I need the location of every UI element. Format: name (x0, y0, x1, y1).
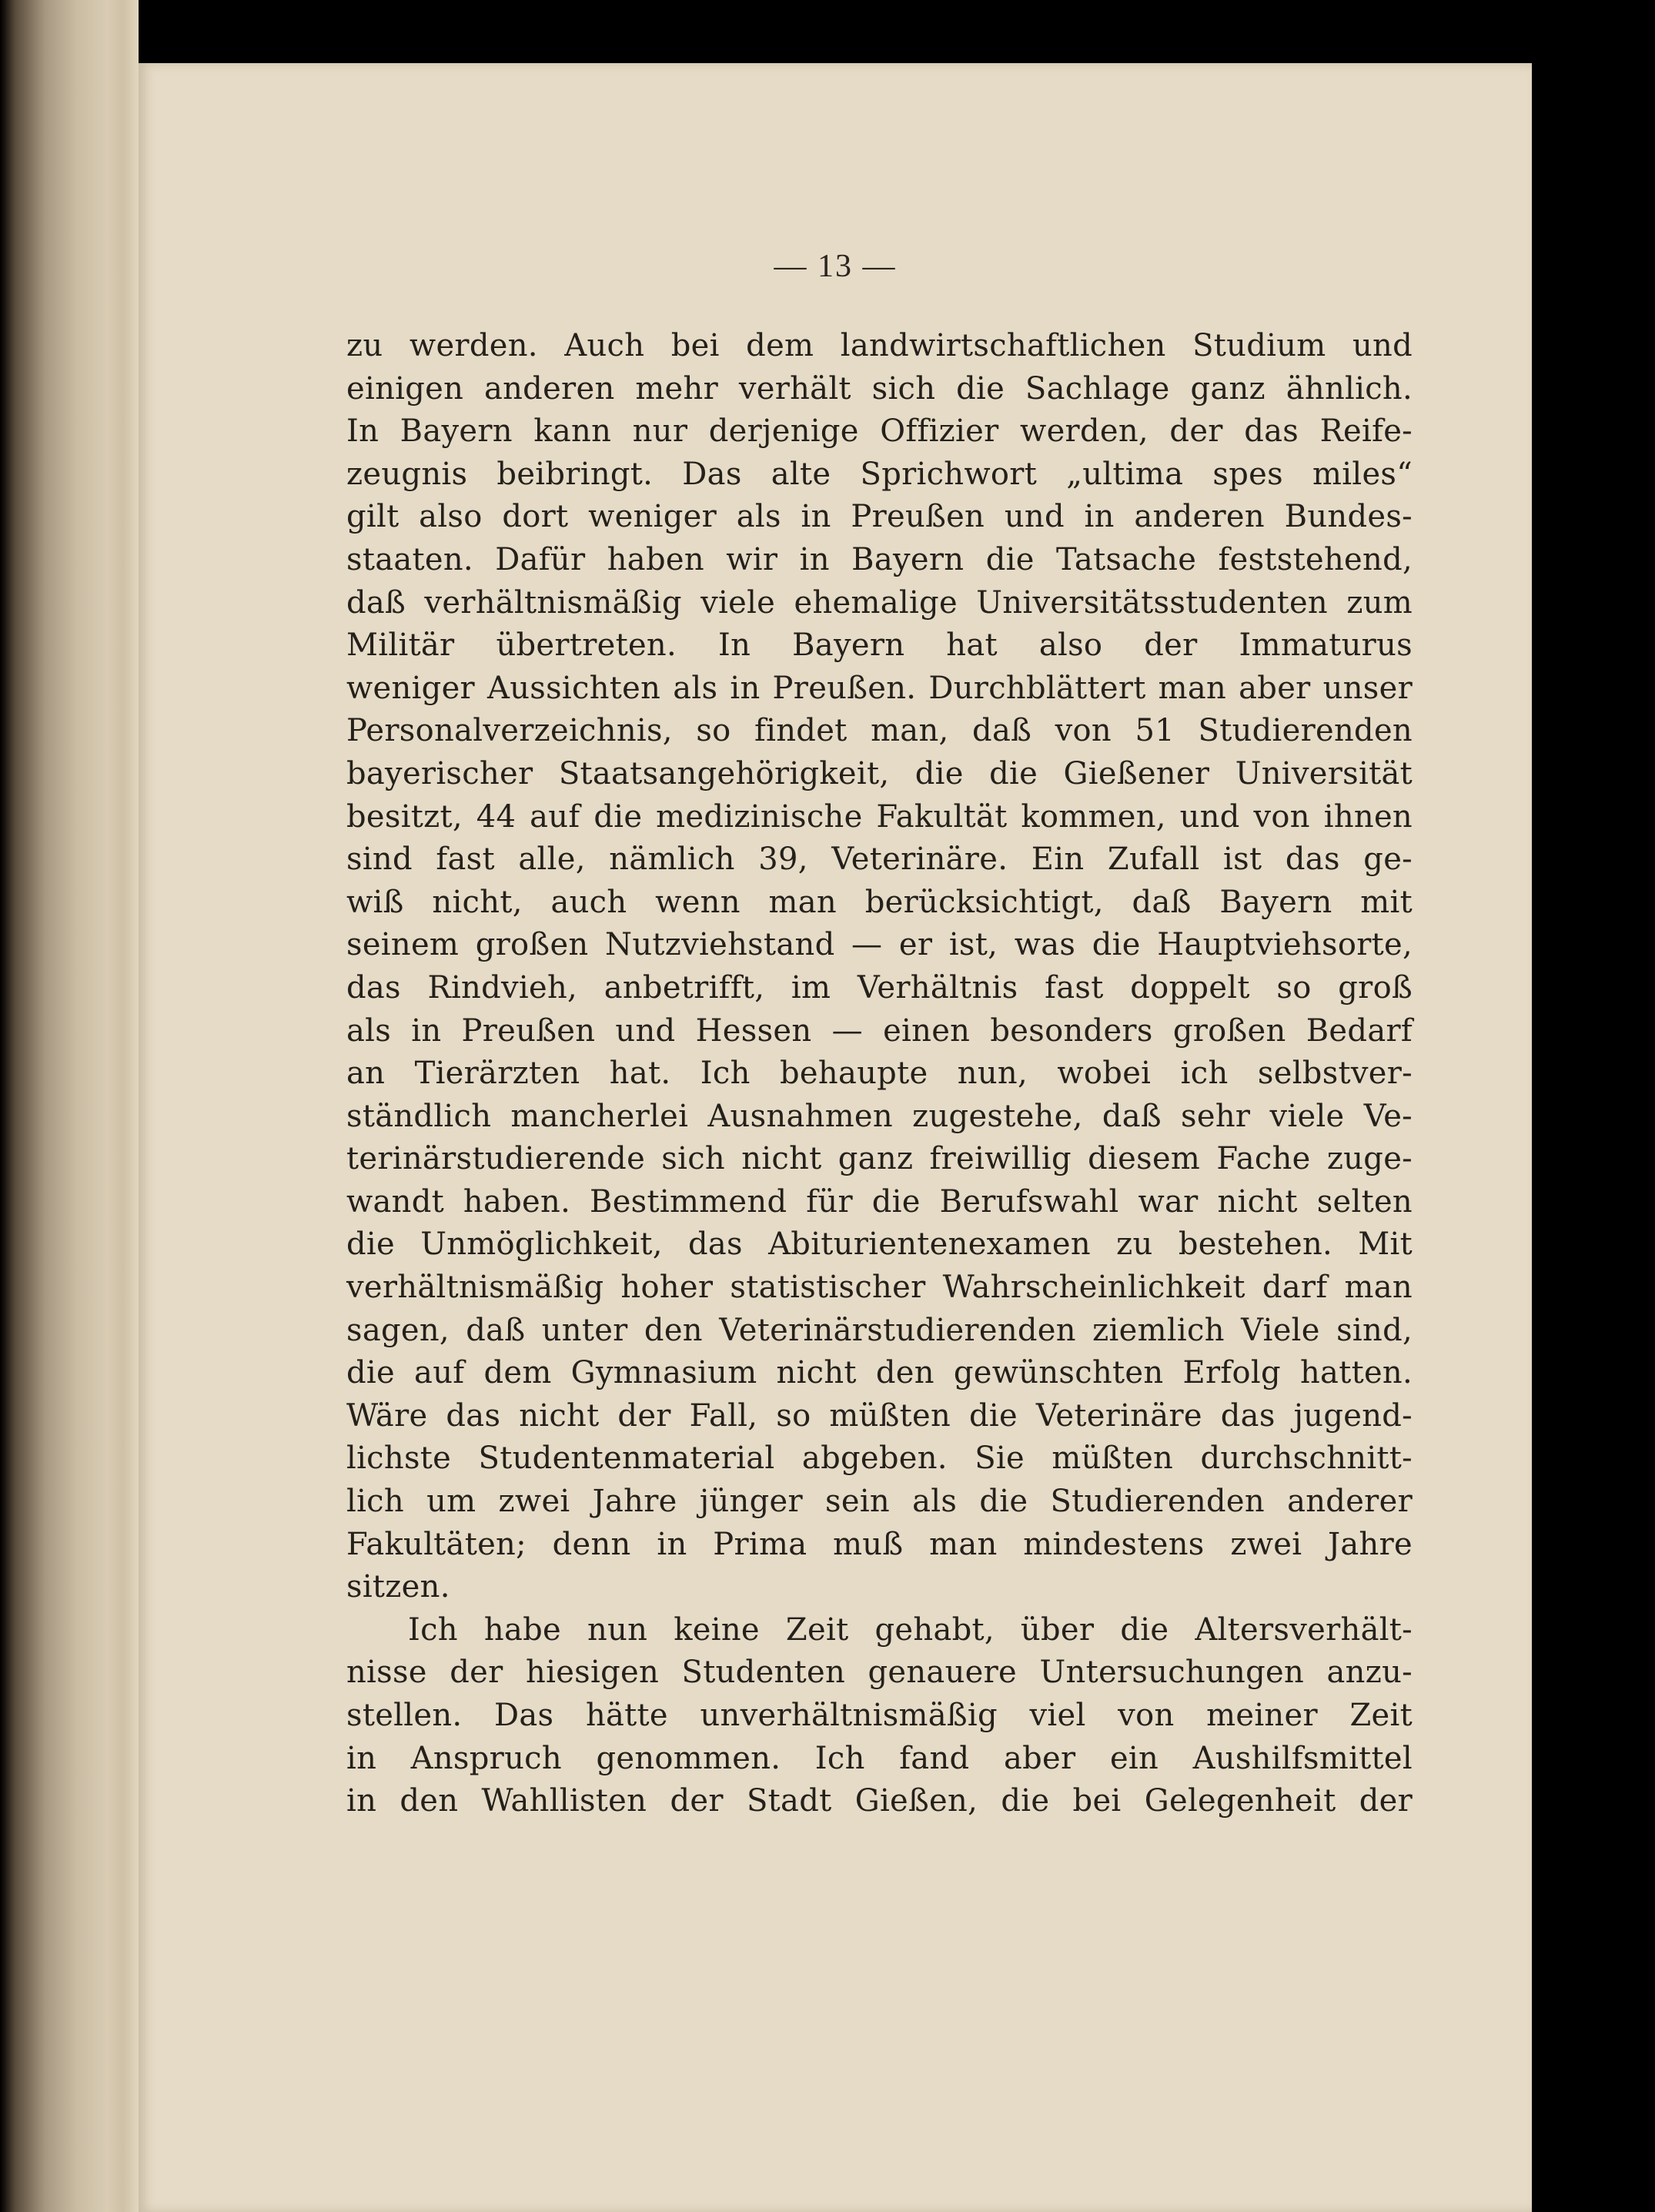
text-line: verhältnismäßig hoher statistischer Wahrscheinlichkeit darf man (346, 1270, 1413, 1306)
text-line: in Anspruch genommen. Ich fand aber ein Aushilfsmittel (346, 1740, 1413, 1776)
text-line: nisse der hiesigen Studenten genauere Untersuchungen anzu- (346, 1655, 1413, 1691)
text-line: terinärstudierende sich nicht ganz freiwillig diesem Fache zuge- (346, 1141, 1413, 1177)
text-line: seinem großen Nutzviehstand — er ist, was die Hauptviehsorte, (346, 927, 1413, 963)
text-line: stellen. Das hätte unverhältnismäßig viel von meiner Zeit (346, 1698, 1413, 1733)
text-line: die auf dem Gymnasium nicht den gewünschten Erfolg hatten. (346, 1355, 1413, 1391)
text-line: die Unmöglichkeit, das Abiturientenexamen zu bestehen. Mit (346, 1226, 1413, 1263)
text-line: lich um zwei Jahre jünger sein als die Studierenden anderer (346, 1484, 1413, 1520)
facing-page-edge (0, 0, 108, 2212)
text-line: sitzen. (346, 1569, 450, 1605)
text-line: das Rindvieh, anbetrifft, im Verhältnis fast doppelt so groß (346, 969, 1413, 1006)
text-line: wiß nicht, auch wenn man berücksichtigt, daß Bayern mit (346, 884, 1413, 920)
text-line: Wäre das nicht der Fall, so müßten die Veterinäre das jugend- (346, 1397, 1413, 1434)
text-line: besitzt, 44 auf die medizinische Fakultät kommen, und von ihnen (346, 798, 1413, 835)
text-line: wandt haben. Bestimmend für die Berufswahl war nicht selten (346, 1183, 1413, 1220)
text-line: zu werden. Auch bei dem landwirtschaftlichen Studium und (346, 328, 1413, 363)
text-line: bayerischer Staatsangehörigkeit, die die Gießener Universität (346, 755, 1413, 791)
text-line: einigen anderen mehr verhält sich die Sachlage ganz ähnlich. (346, 370, 1413, 407)
text-line: daß verhältnismäßig viele ehemalige Universitätsstudenten zum (346, 584, 1413, 621)
text-line: Ich habe nun keine Zeit gehabt, über die Altersverhält- (408, 1611, 1413, 1648)
text-line: gilt also dort weniger als in Preußen und in anderen Bundes- (346, 499, 1413, 535)
text-line: ständlich mancherlei Ausnahmen zugestehe, daß sehr viele Ve- (346, 1098, 1413, 1134)
text-line: Militär übertreten. In Bayern hat also der Immaturus (346, 627, 1413, 664)
text-line: sagen, daß unter den Veterinärstudierenden ziemlich Viele sind, (346, 1312, 1413, 1348)
text-line: staaten. Dafür haben wir in Bayern die Tatsache feststehend, (346, 541, 1413, 577)
text-line: sind fast alle, nämlich 39, Veterinäre. Ein Zufall ist das ge- (346, 842, 1413, 878)
text-line: in den Wahllisten der Stadt Gießen, die bei Gelegenheit der (346, 1783, 1413, 1819)
text-line: zeugnis beibringt. Das alte Sprichwort „ultima spes miles“ (346, 456, 1413, 492)
book-page (139, 63, 1532, 2212)
text-line: Personalverzeichnis, so findet man, daß von 51 Studierenden (346, 713, 1413, 749)
scan-border (1532, 63, 1655, 2212)
body-text (346, 325, 1413, 1823)
text-line: an Tierärzten hat. Ich behaupte nun, wobei ich selbstver- (346, 1056, 1413, 1092)
text-line: In Bayern kann nur derjenige Offizier werden, der das Reife- (346, 413, 1413, 450)
text-line: als in Preußen und Hessen — einen besonders großen Bedarf (346, 1012, 1413, 1049)
text-line: Fakultäten; denn in Prima muß man mindestens zwei Jahre (346, 1526, 1413, 1562)
book-gutter (108, 0, 139, 2212)
page-number: — 13 — (774, 249, 897, 284)
text-line: lichste Studentenmaterial abgeben. Sie müßten durchschnitt- (346, 1441, 1413, 1477)
text-line: weniger Aussichten als in Preußen. Durchblättert man aber unser (346, 670, 1413, 706)
